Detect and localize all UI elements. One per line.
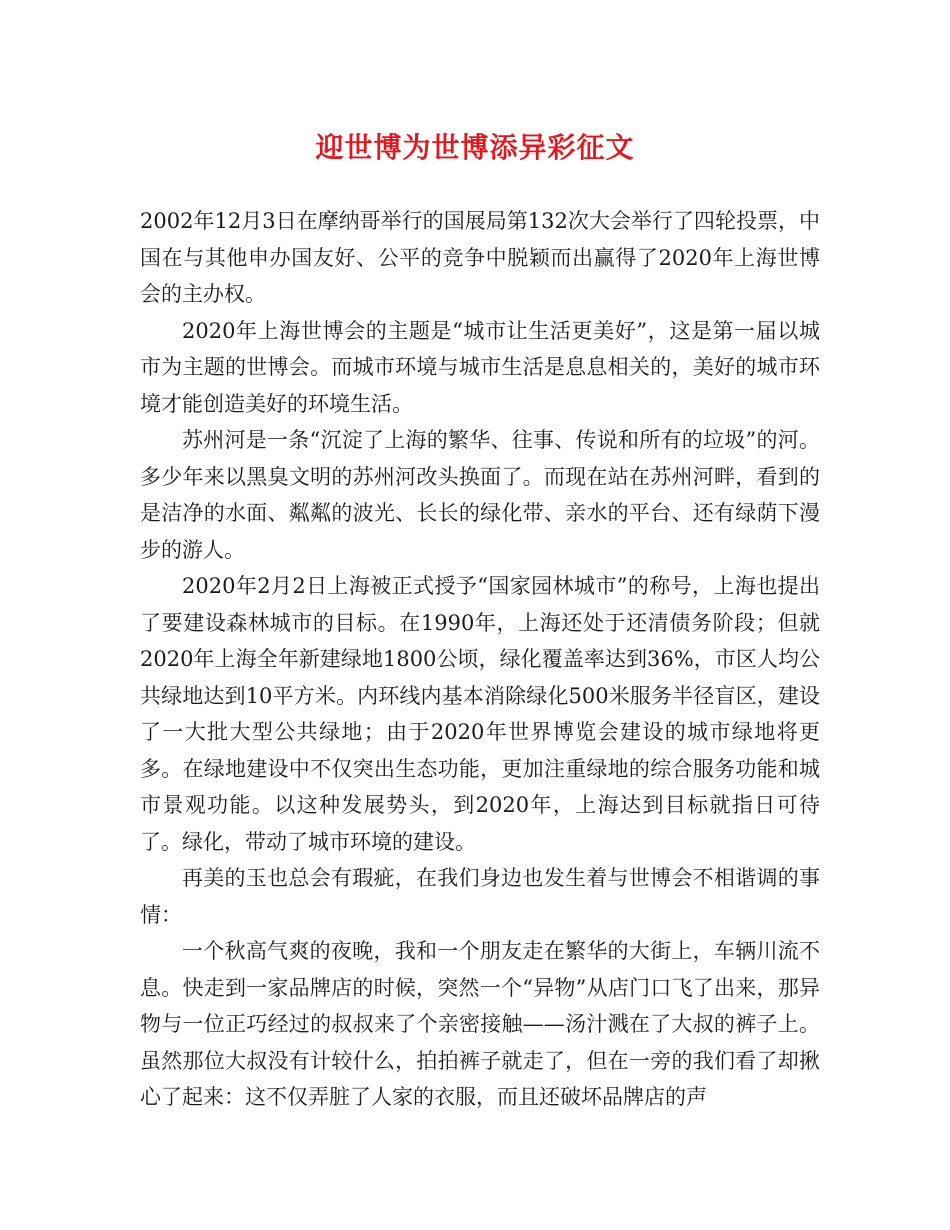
paragraph-2: 2020年上海世博会的主题是“城市让生活更美好”，这是第一届以城市为主题的世博会。而城市环境与城市生活是息息相关的，美好的城市环境才能创造美好的环境生活。 (140, 318, 820, 416)
paragraph-1: 2002年12月3日在摩纳哥举行的国展局第132次大会举行了四轮投票，中国在与其他申办国友好、公平的竞争中脱颖而出赢得了2020年上海世博会的主办权。 (140, 209, 820, 306)
paragraph-4: 2020年2月2日上海被正式授予“国家园林城市”的称号，上海也提出了要建设森林城市的目标。在1990年，上海还处于还清债务阶段；但就2020年上海全年新建绿地1800公顷，绿化覆盖率达到36%，市区人均公共绿地达到10平方米。内环线内基本消除绿化500米服务半径盲区，建设了一大批大型公共绿地；由于2020年世界博览会建设的城市绿地将更多。在绿地建设中不仅突出生态功能，更加注重绿地的综合服务功能和城市景观功能。以这种发展势头，到2020年，上海达到目标就指日可待了。绿化，带动了城市环境的建设。 (140, 574, 820, 854)
paragraph-3: 苏州河是一条“沉淀了上海的繁华、往事、传说和所有的垃圾”的河。多少年来以黑臭文明的苏州河改头换面了。而现在站在苏州河畔，看到的是洁净的水面、粼粼的波光、长长的绿化带、亲水的平台、还有绿荫下漫步的游人。 (140, 428, 820, 562)
paragraph-5: 再美的玉也总会有瑕疵，在我们身边也发生着与世博会不相谐调的事情： (140, 866, 820, 927)
document-title: 迎世博为世博添异彩征文 (315, 131, 635, 164)
paragraph-6: 一个秋高气爽的夜晚，我和一个朋友走在繁华的大街上，车辆川流不息。快走到一家品牌店的时候，突然一个“异物”从店门口飞了出来，那异物与一位正巧经过的叔叔来了个亲密接触——汤汁溅在了大叔的裤子上。虽然那位大叔没有计较什么，拍拍裤子就走了，但在一旁的我们看了却揪心了起来：这不仅弄脏了人家的衣服，而且还破坏品牌店的声 (140, 939, 820, 1109)
document-body (140, 203, 820, 1116)
